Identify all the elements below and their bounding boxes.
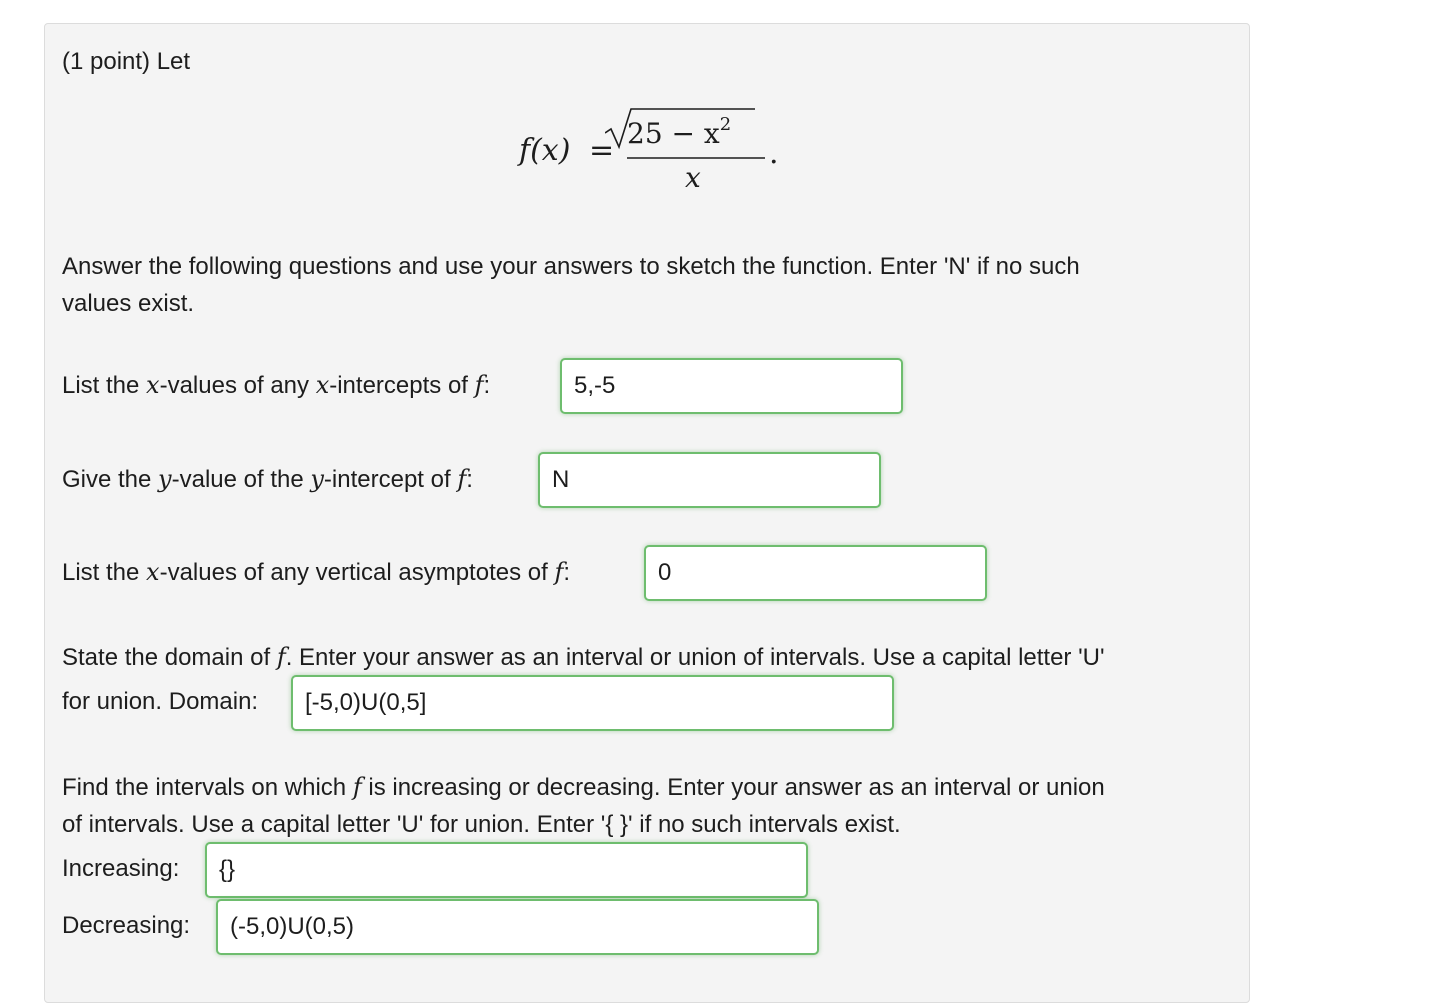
domain-label: for union. Domain: <box>62 688 259 715</box>
formula-equals: = <box>589 133 615 168</box>
function-formula <box>519 101 819 201</box>
y-intercept-label: Give the y-value of the y-intercept of f: <box>62 465 473 493</box>
vertical-asymptotes-label: List the x-values of any vertical asymptotes of f: <box>62 558 570 586</box>
decreasing-label: Decreasing: <box>62 912 191 939</box>
formula-lhs: f(x) <box>519 133 571 168</box>
instructions-line-2: values exist. <box>62 290 195 317</box>
domain-question-line-1: State the domain of f. Enter your answer as an interval or union of intervals. Use a capital letter 'U' <box>62 643 1105 671</box>
increasing-label: Increasing: <box>62 855 180 882</box>
decreasing-input[interactable] <box>216 899 819 955</box>
domain-input[interactable] <box>291 675 894 731</box>
formula-period: . <box>769 136 779 171</box>
problem-intro: (1 point) Let <box>62 48 191 75</box>
x-intercepts-label: List the x-values of any x-intercepts of f: <box>62 371 491 399</box>
x-intercepts-input[interactable] <box>560 358 903 414</box>
y-intercept-input[interactable] <box>538 452 881 508</box>
instructions-line-1: Answer the following questions and use your answers to sketch the function. Enter 'N' if no such <box>62 253 1080 280</box>
formula-denominator: x <box>685 161 701 194</box>
problem-panel <box>44 23 1250 1003</box>
formula-numerator: $25 - x^2$ <box>627 114 732 150</box>
vertical-asymptotes-input[interactable] <box>644 545 987 601</box>
monotonicity-question-line-2: of intervals. Use a capital letter 'U' for union. Enter '{ }' if no such intervals exist. <box>62 811 901 838</box>
increasing-input[interactable] <box>205 842 808 898</box>
monotonicity-question-line-1: Find the intervals on which f is increasing or decreasing. Enter your answer as an interval or union <box>62 773 1105 801</box>
